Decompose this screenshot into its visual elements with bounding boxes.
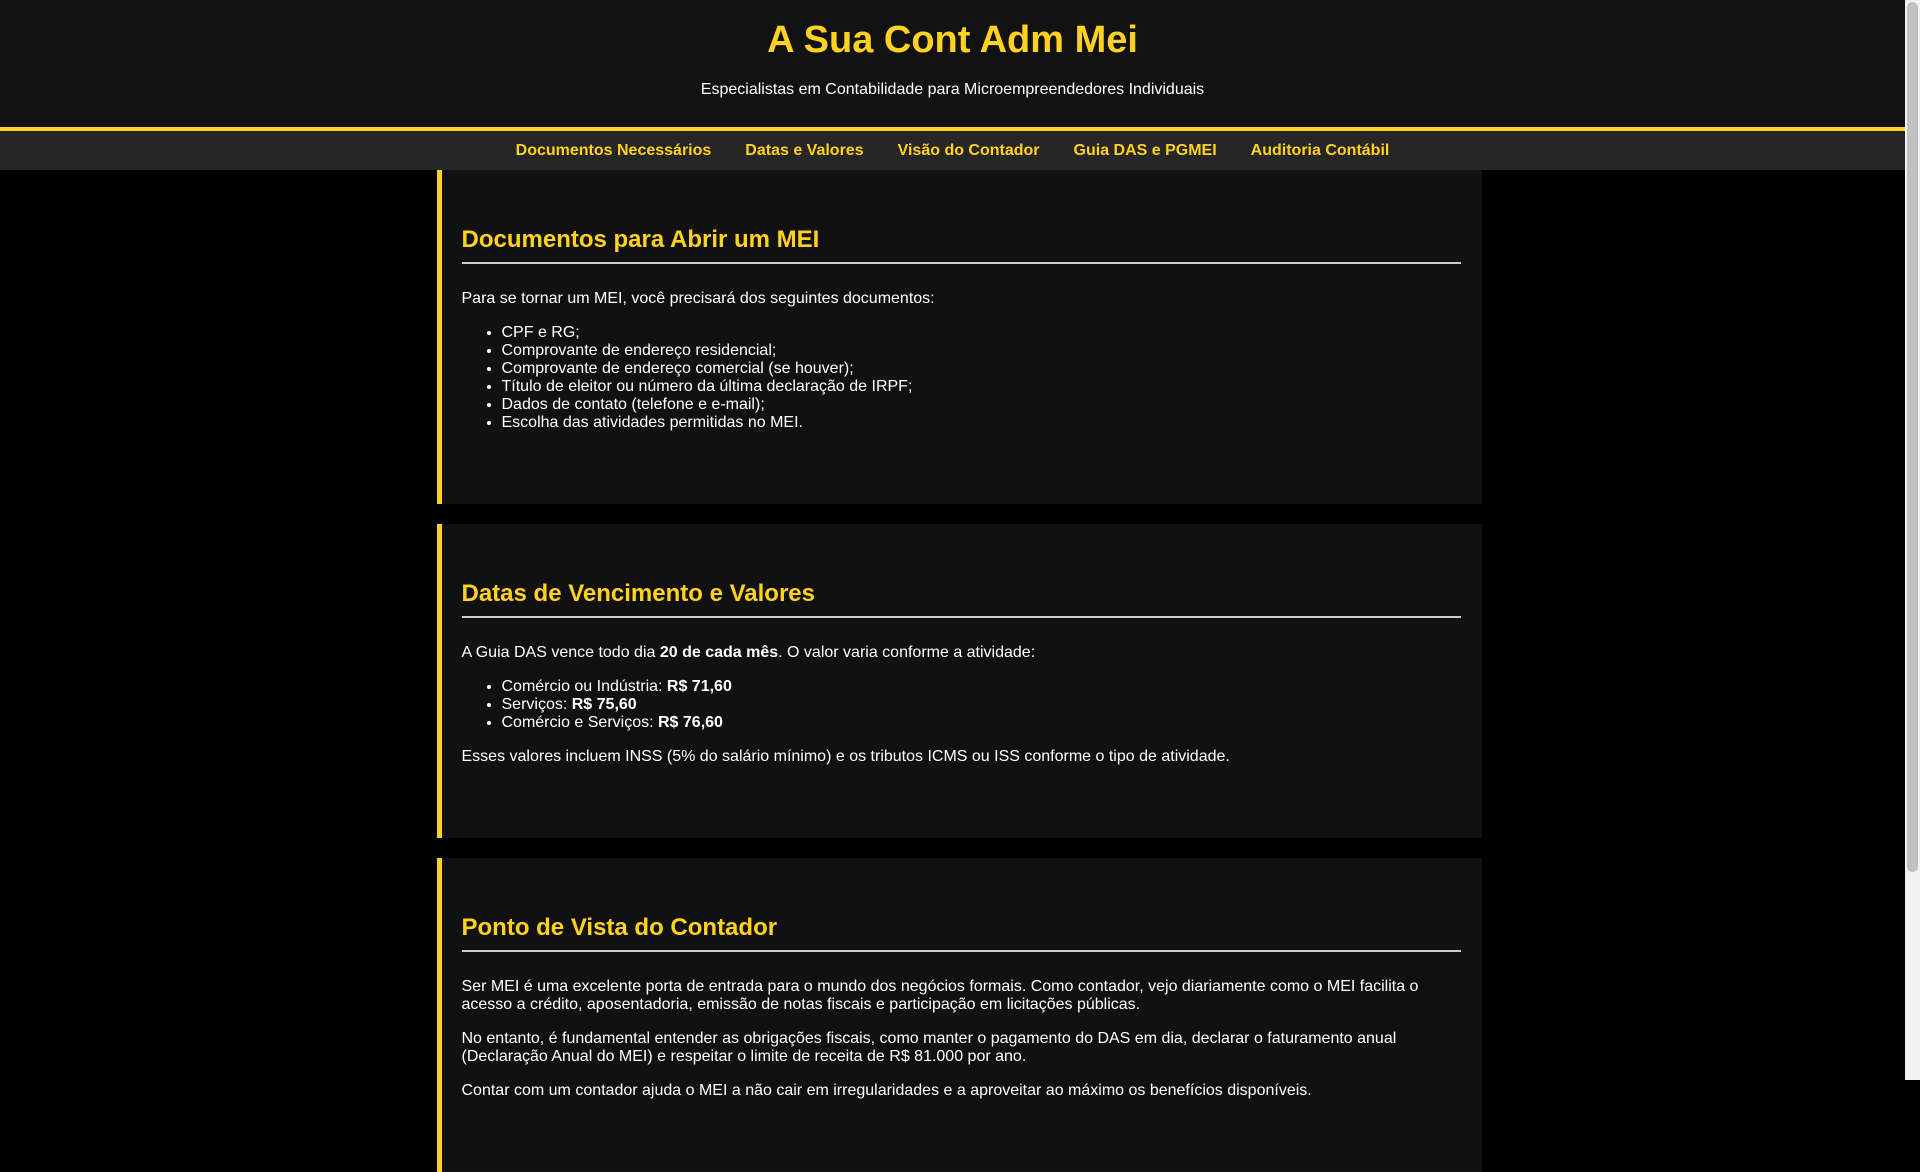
site-subtitle: Especialistas em Contabilidade para Microempreendedores Individuais — [700, 81, 1205, 98]
nav-link-visao-contador[interactable]: Visão do Contador — [897, 141, 1040, 159]
due-date: 20 de cada mês — [659, 644, 779, 661]
section-title-datas: Datas de Vencimento e Valores — [462, 580, 1461, 618]
nav-link-documentos[interactable]: Documentos Necessários — [515, 141, 712, 159]
site-title: A Sua Cont Adm Mei — [767, 19, 1138, 61]
value-amount: R$ 76,60 — [658, 714, 723, 731]
value-amount: R$ 71,60 — [666, 678, 732, 695]
nav-link-datas-valores[interactable]: Datas e Valores — [745, 141, 864, 159]
values-list — [462, 678, 1461, 732]
value-amount: R$ 75,60 — [571, 696, 637, 713]
section-note-datas: Esses valores incluem INSS (5% do salário mínimo) e os tributos ICMS ou ISS conforme o tipo de atividade. — [461, 748, 1230, 765]
list-item — [502, 696, 1461, 714]
value-label: Comércio e Serviços: — [501, 714, 658, 731]
section-visao-contador — [437, 858, 1482, 1172]
paragraph: Contar com um contador ajuda o MEI a não cair em irregularidades e a aproveitar ao máximo os benefícios disponíveis. — [461, 1082, 1312, 1099]
section-documentos — [437, 170, 1482, 504]
value-label: Serviços: — [501, 696, 572, 713]
list-item: • Dados de contato (telefone e e-mail); — [502, 396, 1461, 414]
main-content — [424, 170, 1482, 1172]
section-datas-valores — [437, 524, 1482, 838]
section-intro-documentos: Para se tornar um MEI, você precisará dos seguintes documentos: — [461, 290, 935, 307]
value-label: Comércio ou Indústria: — [501, 678, 667, 695]
documents-list — [462, 324, 1461, 432]
scrollbar-thumb[interactable] — [1907, 2, 1918, 872]
section-title-visao: Ponto de Vista do Contador — [462, 914, 1461, 952]
list-item: • Escolha das atividades permitidas no MEI. — [502, 414, 1461, 432]
vertical-scrollbar[interactable] — [1905, 0, 1920, 1080]
list-item: • Comprovante de endereço comercial (se houver); — [502, 360, 1461, 378]
section-intro-datas — [462, 644, 1461, 662]
list-item: • Comprovante de endereço residencial; — [502, 342, 1461, 360]
paragraph: Ser MEI é uma excelente porta de entrada para o mundo dos negócios formais. Como contador, vejo diariamente como o MEI facilita o acesso a crédito, aposentadoria, emissão de notas fiscais e participação em licitações públicas. — [461, 978, 1419, 1013]
list-item: • Título de eleitor ou número da última declaração de IRPF; — [502, 378, 1461, 396]
list-item — [502, 714, 1461, 732]
nav-link-guia-das[interactable]: Guia DAS e PGMEI — [1073, 141, 1217, 159]
section-title-documentos: Documentos para Abrir um MEI — [462, 226, 1461, 264]
paragraph: No entanto, é fundamental entender as obrigações fiscais, como manter o pagamento do DAS em dia, declarar o faturamento anual (Declaração Anual do MEI) e respeitar o limite de receita de R$ 81.000 por ano. — [461, 1030, 1397, 1065]
site-header — [0, 0, 1905, 131]
intro-text: A Guia DAS vence todo dia — [461, 644, 660, 661]
main-nav — [0, 131, 1905, 170]
intro-text-end: . O valor varia conforme a atividade: — [778, 644, 1036, 661]
list-item — [502, 678, 1461, 696]
list-item: • CPF e RG; — [502, 324, 1461, 342]
nav-link-auditoria[interactable]: Auditoria Contábil — [1250, 141, 1390, 159]
